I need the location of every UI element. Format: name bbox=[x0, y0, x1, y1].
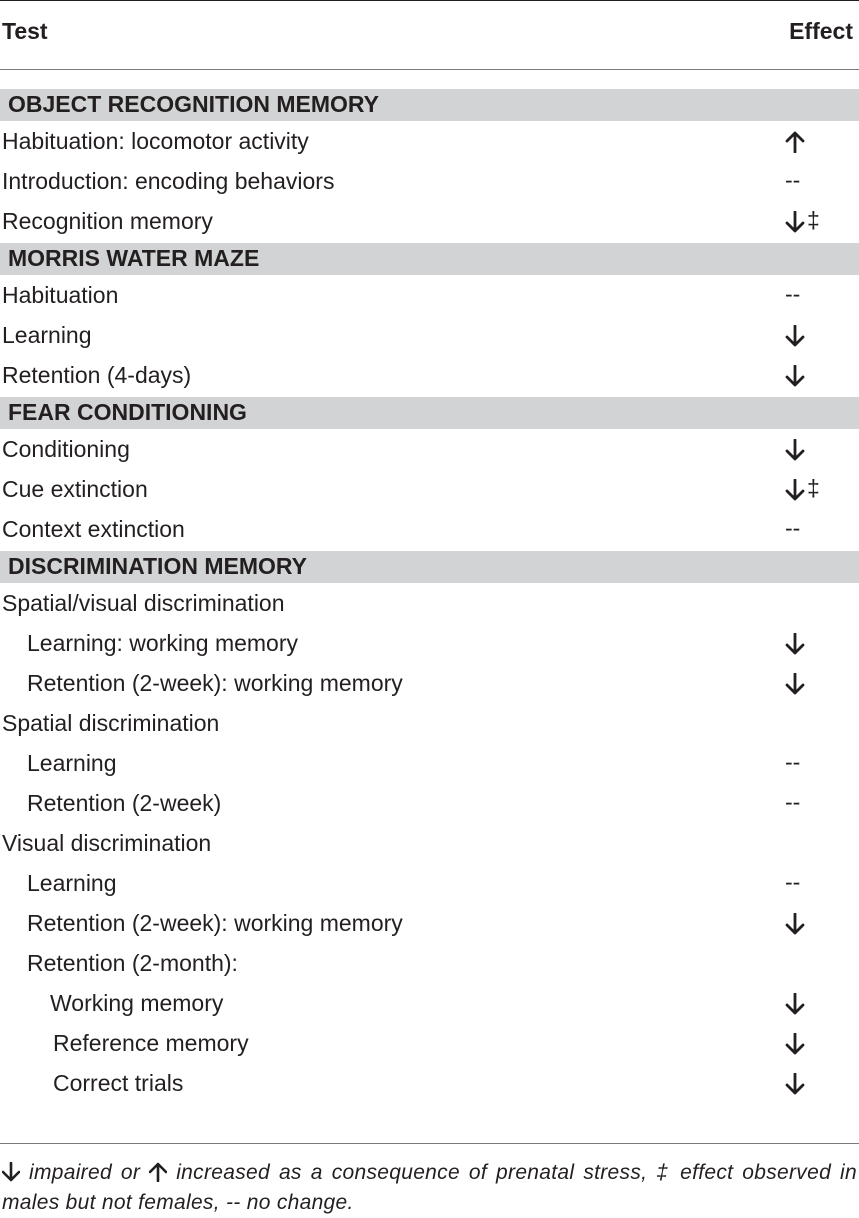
effect-cell bbox=[785, 361, 805, 388]
table-row bbox=[0, 510, 859, 550]
footnote-text-increased: increased as a consequence of prenatal stress, ‡ effect observed in males but not females, -- no change. bbox=[2, 1161, 857, 1214]
row-label: Learning: working memory bbox=[27, 630, 299, 656]
row-label: Learning bbox=[27, 750, 117, 776]
effect-cell bbox=[785, 1069, 805, 1096]
arrow-down-icon bbox=[785, 211, 805, 233]
arrow-down-icon bbox=[785, 439, 805, 461]
row-label: Retention (2-week): working memory bbox=[27, 910, 403, 936]
table-row bbox=[0, 584, 859, 624]
effect-cell bbox=[785, 869, 800, 896]
no-change-symbol: -- bbox=[785, 869, 801, 895]
table-row bbox=[0, 470, 859, 510]
section-header bbox=[0, 243, 859, 275]
row-label: Retention (2-week): working memory bbox=[27, 670, 403, 696]
section-title: FEAR CONDITIONING bbox=[8, 399, 247, 425]
row-label: Introduction: encoding behaviors bbox=[2, 168, 335, 194]
effect-cell bbox=[785, 127, 805, 154]
row-label: Habituation: locomotor activity bbox=[2, 128, 309, 154]
column-header-test: Test bbox=[2, 18, 48, 44]
effect-cell bbox=[785, 789, 800, 816]
footnote-text-impaired: impaired or bbox=[29, 1161, 141, 1184]
arrow-down-icon bbox=[785, 365, 805, 387]
table-row bbox=[0, 1024, 859, 1064]
row-label: Spatial discrimination bbox=[2, 710, 220, 736]
table-row bbox=[0, 944, 859, 984]
section-title: OBJECT RECOGNITION MEMORY bbox=[8, 91, 379, 117]
row-label: Habituation bbox=[2, 282, 119, 308]
table-header bbox=[0, 14, 859, 50]
row-label: Retention (2-week) bbox=[27, 790, 222, 816]
row-label: Learning bbox=[27, 870, 117, 896]
table-row bbox=[0, 1064, 859, 1104]
table-row bbox=[0, 704, 859, 744]
no-change-symbol: -- bbox=[785, 167, 801, 193]
effect-cell bbox=[785, 515, 800, 542]
section-header bbox=[0, 89, 859, 121]
effect-cell bbox=[785, 989, 805, 1016]
row-label: Conditioning bbox=[2, 436, 130, 462]
table-row bbox=[0, 984, 859, 1024]
effect-cell bbox=[785, 281, 800, 308]
row-label: Spatial/visual discrimination bbox=[2, 590, 285, 616]
no-change-symbol: -- bbox=[785, 749, 801, 775]
arrow-down-icon bbox=[785, 673, 805, 695]
row-label: Context extinction bbox=[2, 516, 185, 542]
no-change-symbol: -- bbox=[785, 789, 801, 815]
table-row bbox=[0, 864, 859, 904]
arrow-down-icon bbox=[785, 1033, 805, 1055]
row-label: Reference memory bbox=[53, 1030, 249, 1056]
section-title: DISCRIMINATION MEMORY bbox=[8, 553, 307, 579]
table-row bbox=[0, 824, 859, 864]
section-header bbox=[0, 551, 859, 583]
bottom-rule bbox=[0, 1143, 859, 1144]
table-row bbox=[0, 356, 859, 396]
row-label: Recognition memory bbox=[2, 208, 213, 234]
table-row bbox=[0, 624, 859, 664]
males-only-mark: ‡ bbox=[807, 475, 820, 501]
arrow-down-icon bbox=[2, 1161, 20, 1181]
table-row bbox=[0, 904, 859, 944]
table-body bbox=[0, 88, 859, 1104]
arrow-down-icon bbox=[785, 479, 805, 501]
row-label: Retention (2-month): bbox=[27, 950, 238, 976]
arrow-down-icon bbox=[785, 325, 805, 347]
effect-cell bbox=[785, 749, 800, 776]
table-row bbox=[0, 744, 859, 784]
no-change-symbol: -- bbox=[785, 515, 801, 541]
effect-cell bbox=[785, 321, 805, 348]
effect-cell bbox=[785, 435, 805, 462]
row-label: Working memory bbox=[50, 990, 224, 1016]
row-label: Visual discrimination bbox=[2, 830, 212, 856]
row-label: Retention (4-days) bbox=[2, 362, 192, 388]
section-header bbox=[0, 397, 859, 429]
males-only-mark: ‡ bbox=[807, 207, 820, 233]
effect-cell bbox=[785, 909, 805, 936]
top-rule bbox=[0, 0, 859, 1]
arrow-down-icon bbox=[785, 1073, 805, 1095]
table-row bbox=[0, 664, 859, 704]
table-footnote bbox=[2, 1158, 857, 1218]
table-row bbox=[0, 316, 859, 356]
table-row bbox=[0, 162, 859, 202]
table-row bbox=[0, 202, 859, 242]
effect-cell bbox=[785, 167, 800, 194]
effect-cell bbox=[785, 1029, 805, 1056]
arrow-up-icon bbox=[785, 131, 805, 153]
arrow-down-icon bbox=[785, 633, 805, 655]
arrow-up-icon bbox=[149, 1161, 167, 1181]
row-label: Cue extinction bbox=[2, 476, 148, 502]
effect-cell bbox=[785, 669, 805, 696]
row-label: Correct trials bbox=[53, 1070, 184, 1096]
table-row bbox=[0, 784, 859, 824]
section-title: MORRIS WATER MAZE bbox=[8, 245, 260, 271]
effect-cell bbox=[785, 207, 820, 234]
arrow-down-icon bbox=[785, 913, 805, 935]
effect-cell bbox=[785, 475, 820, 502]
no-change-symbol: -- bbox=[785, 281, 801, 307]
header-rule bbox=[0, 69, 859, 70]
table-row bbox=[0, 122, 859, 162]
effect-cell bbox=[785, 629, 805, 656]
table-row bbox=[0, 430, 859, 470]
arrow-down-icon bbox=[785, 993, 805, 1015]
table-row bbox=[0, 276, 859, 316]
column-header-effect: Effect bbox=[789, 18, 853, 44]
row-label: Learning bbox=[2, 322, 92, 348]
